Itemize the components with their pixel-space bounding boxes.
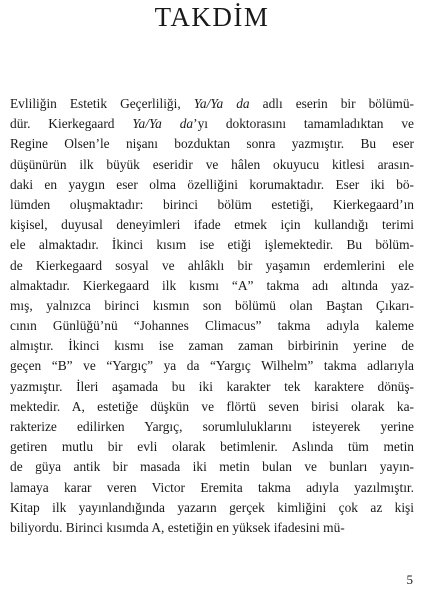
- body-text: [10, 94, 414, 538]
- text-segment: de güya antik bir masada iki metin bulan ve bunları yayın-: [10, 459, 414, 475]
- text-segment: Kitap ilk yayınlandığında yazarın gerçek kimliğini çok az kişi: [10, 499, 414, 515]
- page-number: 5: [406, 572, 413, 587]
- text-line: [10, 397, 414, 417]
- text-line: [10, 518, 414, 538]
- text-line: [10, 276, 414, 296]
- text-segment: yazmıştır. İleri aşamada bu iki karakter tek karaktere dönüş-: [10, 378, 414, 394]
- text-line: [10, 175, 414, 195]
- text-segment: biliyordu. Birinci kısımda A, estetiğin en yüksek ifadesini mü-: [10, 519, 345, 535]
- text-segment: Evliliğin Estetik Geçerliliği,: [10, 96, 194, 111]
- text-line: [10, 437, 414, 457]
- text-segment: lümden oluşmaktadır: birinci bölüm estetiği, Kierkegaard’ın: [10, 196, 414, 212]
- italic-title-text: Ya/Ya da: [193, 96, 250, 111]
- text-line: [10, 256, 414, 276]
- text-line: [10, 316, 414, 336]
- text-segment: almıştır. İkinci kısmı ise zaman zaman birbirinin yerine de: [10, 338, 414, 354]
- text-line: [10, 94, 414, 114]
- text-segment: daki en yaygın eser olma özelliğini korumaktadır. Eser iki bö-: [10, 176, 414, 192]
- text-line: [10, 498, 414, 518]
- text-segment: ’yı doktorasını tamamladıktan ve: [193, 116, 414, 132]
- text-segment: dür. Kierkegaard: [10, 116, 133, 132]
- text-segment: rakterize edilirken Yargıç, sorumluluklarını isteyerek yerine: [10, 419, 414, 434]
- text-segment: de Kierkegaard sosyal ve ahlâklı bir yaşamın erdemlerini ele: [10, 257, 414, 273]
- text-line: [10, 417, 414, 437]
- text-segment: adlı eserin bir bölümü-: [249, 96, 414, 111]
- text-line: [10, 114, 414, 134]
- text-segment: ele almaktadır. İkinci kısım ise etiği işlemektedir. Bu bölüm-: [10, 237, 414, 253]
- text-segment: mış, yalnızca birinci kısmın son bölümü olan Baştan Çıkarı-: [10, 297, 414, 313]
- text-segment: geçen “B” ve “Yargıç” ya da “Yargıç Wilhelm” takma adlarıyla: [10, 358, 414, 374]
- text-segment: lamaya karar veren Victor Eremita takma adıyla yazılmıştır.: [10, 479, 414, 495]
- text-segment: cının Günlüğü’nü “Johannes Climacus” takma adıyla kaleme: [10, 318, 414, 334]
- text-line: [10, 478, 414, 498]
- text-line: [10, 195, 414, 215]
- text-line: [10, 336, 414, 356]
- text-line: [10, 296, 414, 316]
- text-line: [10, 377, 414, 397]
- text-line: [10, 235, 414, 255]
- text-segment: mektedir. A, estetiğe düşkün ve flörtü seven birisi olarak ka-: [10, 398, 414, 414]
- text-segment: düşünürün ilk büyük eseridir ve hâlen okuyucu kitlesi arasın-: [10, 156, 414, 172]
- text-segment: almaktadır. Kierkegaard ilk kısmı “A” takma adı altında yaz-: [10, 277, 414, 293]
- text-line: [10, 134, 414, 154]
- text-segment: Regine Olsen’le nişanı bozduktan sonra yazmıştır. Bu eser: [10, 136, 414, 152]
- text-segment: kişisel, duyusal deneyimleri ifade etmek için kullandığı terimi: [10, 217, 414, 233]
- italic-title-text: Ya/Ya da: [132, 116, 194, 132]
- page-title: TAKDİM: [154, 2, 270, 32]
- text-line: [10, 356, 414, 376]
- text-line: [10, 155, 414, 175]
- text-line: [10, 215, 414, 235]
- text-segment: getiren mutlu bir evli olarak betimlenir. Aslında tüm metin: [10, 439, 414, 455]
- text-line: [10, 457, 414, 477]
